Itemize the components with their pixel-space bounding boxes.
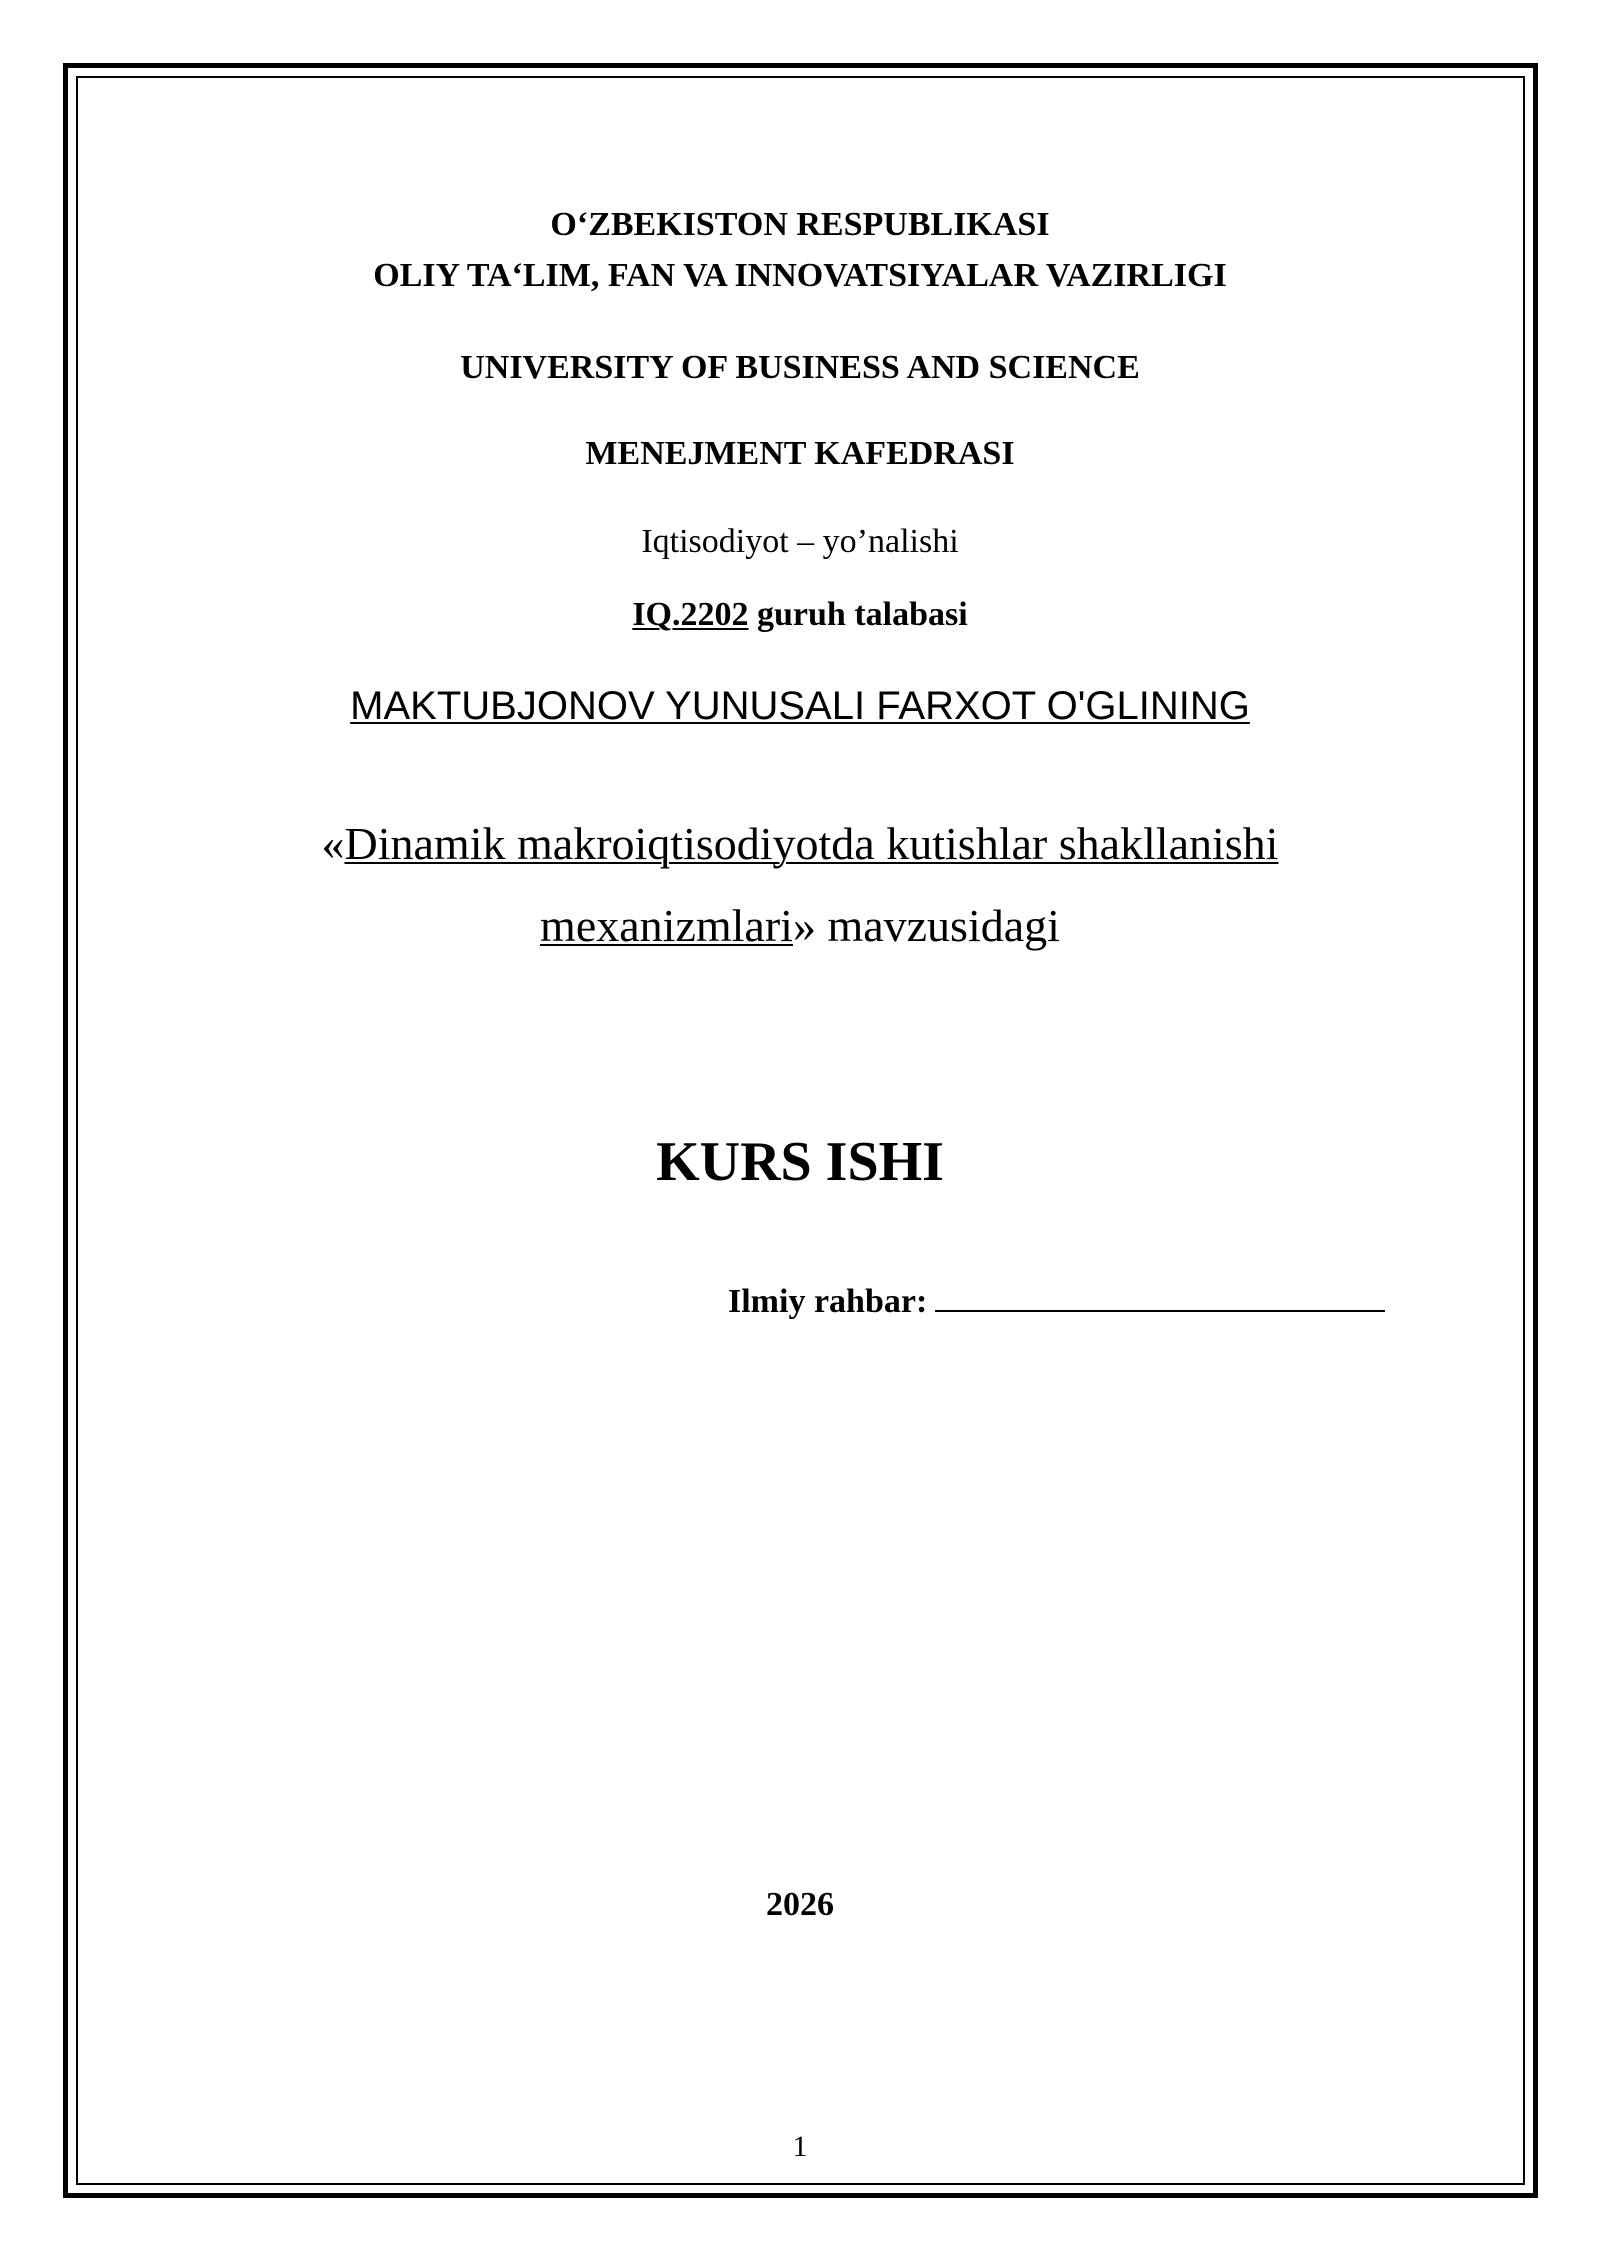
group-code: IQ.2202 <box>632 596 749 633</box>
study-direction: Iqtisodiyot – yo’nalishi <box>641 523 959 560</box>
student-name: MAKTUBJONOV YUNUSALI FARXOT O'GLINING <box>350 684 1250 728</box>
topic-open-quote: « <box>321 818 345 869</box>
student-name-line <box>0 683 1600 729</box>
topic-line-2 <box>0 900 1600 953</box>
document-title: KURS ISHI <box>656 1131 944 1193</box>
page-number: 1 <box>792 2130 808 2163</box>
year: 2026 <box>766 1886 834 1923</box>
university-name: UNIVERSITY OF BUSINESS AND SCIENCE <box>460 349 1140 386</box>
advisor-label: Ilmiy rahbar: <box>728 1283 928 1320</box>
group-suffix: guruh talabasi <box>748 596 968 633</box>
topic-title-part2: mexanizmlari <box>540 900 793 951</box>
topic-suffix: mavzusidagi <box>815 900 1060 951</box>
department-name: MENEJMENT KAFEDRASI <box>585 435 1015 472</box>
ministry-line-1: O‘ZBEKISTON RESPUBLIKASI <box>550 206 1050 243</box>
ministry-line-2: OLIY TA‘LIM, FAN VA INNOVATSIYALAR VAZIRLIGI <box>373 257 1227 294</box>
topic-close-quote: » <box>792 900 816 951</box>
advisor-blank-field <box>935 1280 1385 1312</box>
advisor-line <box>728 1280 1385 1321</box>
group-line <box>0 595 1600 634</box>
topic-title-part1: Dinamik makroiqtisodiyotda kutishlar shakllanishi <box>344 818 1279 869</box>
topic-line-1 <box>0 818 1600 871</box>
